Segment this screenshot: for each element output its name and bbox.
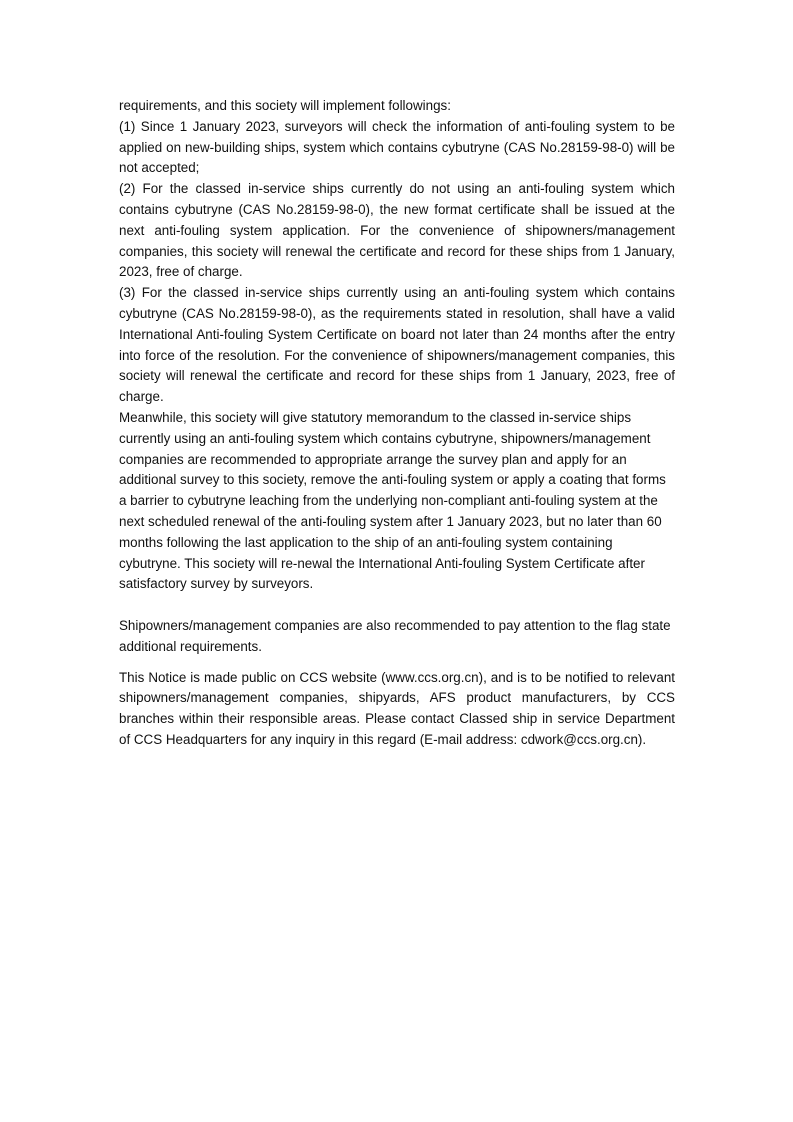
notice-paragraph: This Notice is made public on CCS website (www.ccs.org.cn), and is to be notified to relevant shipowners/management companies, shipyards, AFS product manufacturers, by CCS branches within their responsible areas. Please contact Classed ship in service Department of CCS Headquarters for any inquiry in this regard (E-mail address: cdwork@ccs.org.cn). [119,669,675,747]
list-item-2: (2) For the classed in-service ships currently do not using an anti-fouling system which contains cybutryne (CAS No.28159-98-0), the new format certificate shall be issued at the next anti-fouling system application. For the convenience of shipowners/management companies, this society will renewal the certificate and record for these ships from 1 January, 2023, free of charge. [119,181,675,280]
list-item-3: (3) For the classed in-service ships currently using an anti-fouling system which contains cybutryne (CAS No.28159-98-0), as the requirements stated in resolution, shall have a valid International Anti-fouling System Certificate on board not later than 24 months after the entry into force of the resolution. For the convenience of shipowners/management companies, this society will renewal the certificate and record for these ships from 1 January, 2023, free of charge. [119,285,675,405]
document-body [119,96,675,751]
flag-state-paragraph: Shipowners/management companies are also recommended to pay attention to the flag state additional requirements. [119,617,671,654]
list-item-1: (1) Since 1 January 2023, surveyors will check the information of anti-fouling system to be applied on new-building ships, system which contains cybutryne (CAS No.28159-98-0) will be not accepted; [119,118,675,176]
meanwhile-paragraph: Meanwhile, this society will give statutory memorandum to the classed in-service ships currently using an anti-fouling system which contains cybutryne, shipowners/management companies are recommended to appropriate arrange the survey plan and apply for an additional survey to this society, remove the anti-fouling system or apply a coating that forms a barrier to cybutryne leaching from the underlying non-compliant anti-fouling system at the next scheduled renewal of the anti-fouling system after 1 January 2023, but no later than 60 months following the last application to the ship of an anti-fouling system containing cybutryne. This society will re-newal the International Anti-fouling System Certificate after satisfactory survey by surveyors. [119,409,666,592]
intro-line: requirements, and this society will implement followings: [119,98,451,113]
